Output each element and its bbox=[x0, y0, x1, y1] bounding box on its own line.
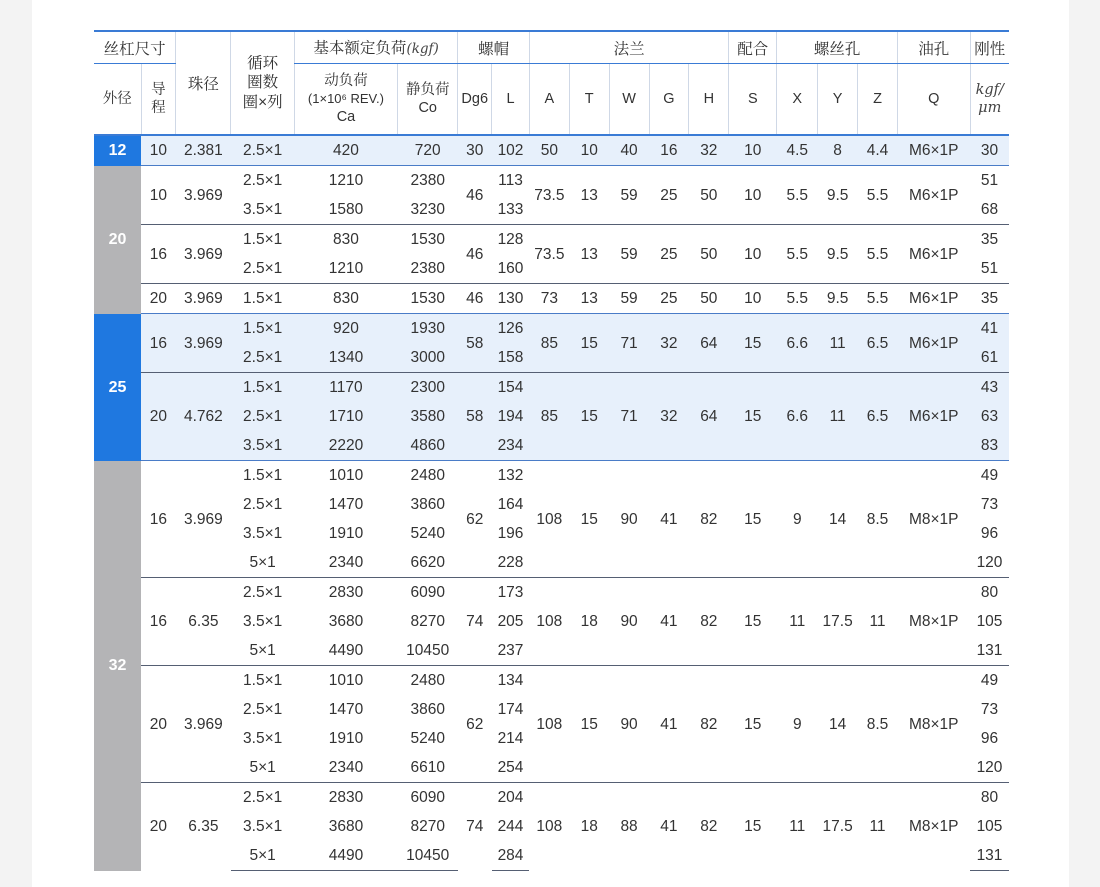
table-row: 2.5×1 1340 3000 158 61 bbox=[94, 343, 1009, 373]
header-outer-dia: 外径 bbox=[94, 64, 141, 136]
table-row: 2.5×1 1210 2380 160 51 bbox=[243, 260, 999, 277]
header-stiffness-unit: kgf/ μm bbox=[970, 64, 1009, 136]
outer-dia-cell: 20 bbox=[94, 166, 141, 314]
table-row: 3.5×1 3680 8270 205 105 bbox=[243, 613, 1003, 630]
header-row-1 bbox=[94, 31, 1009, 64]
spec-table-container bbox=[94, 30, 1009, 871]
header-g: G bbox=[649, 64, 689, 136]
table-row: 16 6.35 2.5×1 2830 6090 74 173 108 18 90 41 82 15 11 17.5 11 M8×1P 80 bbox=[94, 578, 1009, 608]
table-row: 16 3.969 1.5×1 830 1530 46 128 73.5 13 59 25 50 10 5.5 9.5 5.5 M6×1P 35 bbox=[94, 225, 1009, 255]
table-row: 20 4.762 1.5×1 1170 2300 58 154 85 15 71 32 64 15 6.6 11 6.5 M6×1P 43 bbox=[94, 373, 1009, 403]
header-a: A bbox=[529, 64, 569, 136]
table-row: 12 10 2.381 2.5×1 420 720 30 102 50 10 40 16 32 10 4.5 8 4.4 M6×1P 30 bbox=[94, 135, 1009, 166]
outer-dia-cell: 32 bbox=[94, 461, 141, 871]
header-nut: 螺帽 bbox=[458, 31, 530, 64]
header-bolt-hole: 螺丝孔 bbox=[777, 31, 898, 64]
ball-screw-spec-table bbox=[94, 30, 1009, 871]
header-dynamic-load: 动负荷 (1×10⁶ REV.) Ca bbox=[294, 64, 397, 136]
header-h: H bbox=[689, 64, 729, 136]
header-t: T bbox=[569, 64, 609, 136]
table-row: 3.5×1 2220 4860 234 83 bbox=[94, 431, 1009, 461]
header-ball-dia: 珠径 bbox=[176, 31, 231, 135]
header-y: Y bbox=[818, 64, 858, 136]
header-dg6: Dg6 bbox=[458, 64, 492, 136]
outer-dia-cell: 25 bbox=[94, 314, 141, 461]
table-row: 20 10 3.969 2.5×1 1210 2380 46 113 73.5 13 59 25 50 10 5.5 9.5 5.5 M6×1P 51 bbox=[94, 166, 1009, 196]
header-lead: 导 程 bbox=[141, 64, 176, 136]
table-row: 5×1 4490 10450 237 131 bbox=[249, 642, 1003, 659]
header-x: X bbox=[777, 64, 818, 136]
table-row: 5×1 2340 6620 228 120 bbox=[249, 554, 1003, 571]
table-row: 2.5×1 1470 3860 164 73 bbox=[243, 496, 999, 513]
header-flange: 法兰 bbox=[529, 31, 728, 64]
table-row: 5×1 4490 10450 284 131 bbox=[94, 841, 1009, 871]
header-static-load: 静负荷 Co bbox=[398, 64, 458, 136]
header-load-rating: 基本额定负荷(kgf) bbox=[294, 31, 458, 64]
outer-dia-cell: 12 bbox=[94, 135, 141, 166]
header-s: S bbox=[729, 64, 777, 136]
header-w: W bbox=[609, 64, 649, 136]
table-row: 2.5×1 1710 3580 194 63 bbox=[94, 402, 1009, 431]
header-stiffness: 刚性 bbox=[970, 31, 1009, 64]
header-z: Z bbox=[858, 64, 898, 136]
table-row: 20 3.969 1.5×1 830 1530 46 130 73 13 59 25 50 10 5.5 9.5 5.5 M6×1P 35 bbox=[94, 284, 1009, 314]
table-row: 3.5×1 3680 8270 244 105 bbox=[243, 818, 1003, 835]
header-circuits: 循环 圈数 圈×列 bbox=[231, 31, 294, 135]
header-q: Q bbox=[897, 64, 970, 136]
table-row: 32 16 3.969 1.5×1 1010 2480 62 132 108 15 90 41 82 15 9 14 8.5 M8×1P 49 bbox=[94, 461, 1009, 491]
table-row: 5×1 2340 6610 254 120 bbox=[249, 759, 1003, 776]
page-background bbox=[32, 0, 1069, 887]
header-screw-size: 丝杠尺寸 bbox=[94, 31, 176, 64]
table-row: 20 6.35 2.5×1 2830 6090 74 204 108 18 88 41 82 15 11 17.5 11 M8×1P 80 bbox=[94, 783, 1009, 813]
table-row: 3.5×1 1580 3230 133 68 bbox=[243, 201, 999, 218]
table-row: 2.5×1 1470 3860 174 73 bbox=[243, 701, 999, 718]
table-row: 25 16 3.969 1.5×1 920 1930 58 126 85 15 71 32 64 15 6.6 11 6.5 M6×1P 41 bbox=[94, 314, 1009, 344]
header-l: L bbox=[492, 64, 530, 136]
header-fit: 配合 bbox=[729, 31, 777, 64]
header-oil-hole: 油孔 bbox=[897, 31, 970, 64]
table-row: 3.5×1 1910 5240 196 96 bbox=[243, 525, 999, 542]
table-row: 3.5×1 1910 5240 214 96 bbox=[243, 730, 999, 747]
table-row: 20 3.969 1.5×1 1010 2480 62 134 108 15 90 41 82 15 9 14 8.5 M8×1P 49 bbox=[94, 666, 1009, 696]
